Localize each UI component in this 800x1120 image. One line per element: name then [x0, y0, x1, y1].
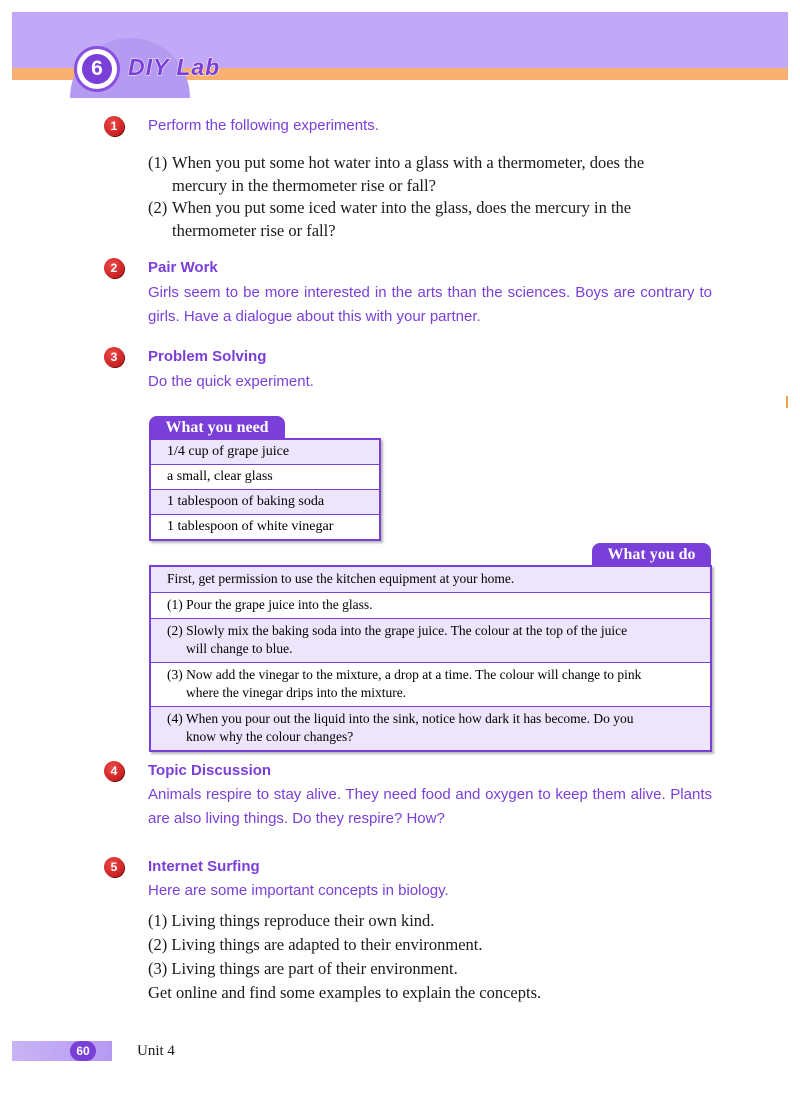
list-item: [148, 196, 718, 242]
row-text: (4) When you pour out the liquid into the sink, notice how dark it has become. Do you: [167, 711, 634, 726]
table-row: [151, 707, 710, 750]
table-row: [151, 619, 710, 663]
page-title: DIY Lab: [128, 54, 221, 80]
table-row: a small, clear glass: [151, 465, 379, 490]
list-item: (2) Living things are adapted to their environment.: [148, 935, 483, 954]
section-heading: Pair Work: [148, 259, 218, 276]
section-heading: Perform the following experiments.: [148, 117, 379, 134]
table-row: [151, 567, 710, 593]
row-text-cont: will change to blue.: [186, 641, 293, 656]
item-number: (1): [148, 153, 168, 172]
section-subtitle: Here are some important concepts in biology.: [148, 882, 449, 899]
footer-bar: [12, 1041, 112, 1061]
section-badge-number: 6: [82, 54, 112, 84]
section-number-icon: 1: [104, 116, 124, 136]
item-number: (2): [148, 198, 168, 217]
closing-text: Get online and find some examples to explain the concepts.: [148, 983, 542, 1002]
margin-mark: [786, 396, 788, 408]
page-number: 60: [70, 1041, 96, 1061]
row-text: (1) Pour the grape juice into the glass.: [167, 597, 373, 612]
item-text-cont: thermometer rise or fall?: [172, 221, 336, 240]
section-badge: [74, 46, 120, 92]
section-number-icon: 3: [104, 347, 124, 367]
section-heading: Problem Solving: [148, 348, 267, 365]
section-number-icon: 2: [104, 258, 124, 278]
section-heading: Topic Discussion: [148, 762, 272, 779]
table-row: [151, 663, 710, 707]
section-text: Girls seem to be more interested in the arts than the sciences. Boys are contrary to girls. Have a dialogue about this with your partner.: [148, 284, 712, 325]
row-text: (3) Now add the vinegar to the mixture, a drop at a time. The colour will change to pink: [167, 667, 642, 682]
table-row: 1/4 cup of grape juice: [151, 440, 379, 465]
item-text: When you put some hot water into a glass with a thermometer, does the: [172, 153, 645, 172]
section-number-icon: 5: [104, 857, 124, 877]
item-text: When you put some iced water into the glass, does the mercury in the: [172, 198, 632, 217]
section-text: Animals respire to stay alive. They need food and oxygen to keep them alive. Plants are also living things. Do they respire? How?: [148, 786, 712, 827]
list-item: (3) Living things are part of their environment.: [148, 959, 458, 978]
section-heading: Internet Surfing: [148, 858, 260, 875]
list-item: (1) Living things reproduce their own kind.: [148, 911, 435, 930]
table-row: 1 tablespoon of white vinegar: [167, 519, 334, 534]
what-you-need-tab: What you need: [149, 416, 285, 439]
what-you-do-tab: What you do: [592, 543, 711, 566]
what-you-do-table: [149, 565, 712, 752]
unit-label: Unit 4: [137, 1043, 175, 1059]
row-text: First, get permission to use the kitchen equipment at your home.: [167, 571, 515, 586]
section-number-icon: 4: [104, 761, 124, 781]
section-subtitle: Do the quick experiment.: [148, 373, 314, 390]
row-text-cont: where the vinegar drips into the mixture.: [186, 685, 407, 700]
table-row: 1 tablespoon of baking soda: [151, 490, 379, 515]
row-text: (2) Slowly mix the baking soda into the grape juice. The colour at the top of the juice: [167, 623, 628, 638]
what-you-need-table: [149, 438, 381, 541]
list-item: [148, 151, 718, 197]
item-text-cont: mercury in the thermometer rise or fall?: [172, 176, 436, 195]
table-row: [151, 593, 710, 619]
row-text-cont: know why the colour changes?: [186, 729, 354, 744]
